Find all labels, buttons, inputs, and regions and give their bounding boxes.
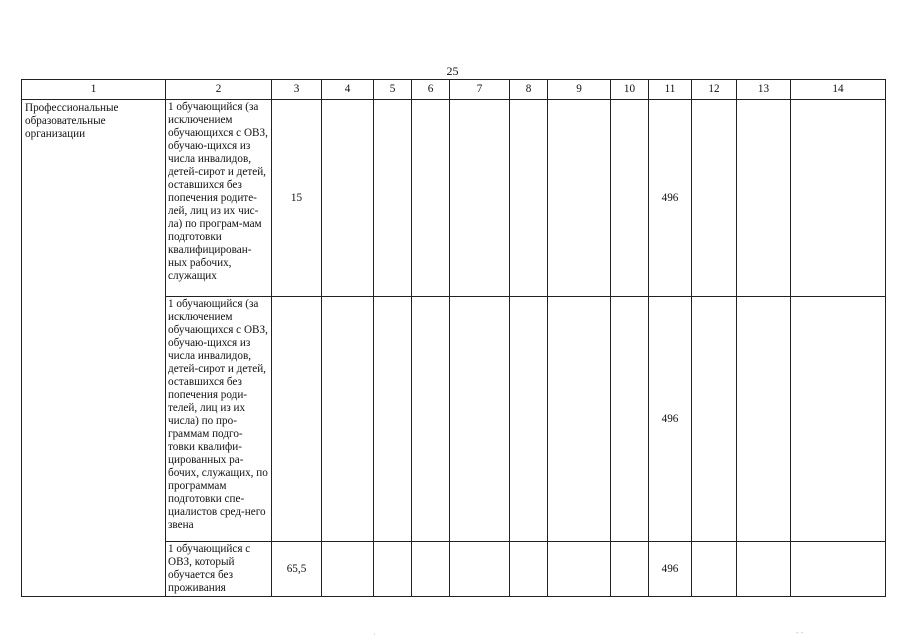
empty-cell xyxy=(450,542,510,597)
empty-cell xyxy=(548,297,611,542)
empty-cell xyxy=(548,542,611,597)
column-header: 12 xyxy=(692,80,737,100)
empty-cell xyxy=(374,542,412,597)
value-cell-col11: 496 xyxy=(649,542,692,597)
empty-cell xyxy=(510,297,548,542)
empty-cell xyxy=(737,542,791,597)
empty-cell xyxy=(737,297,791,542)
empty-cell xyxy=(322,100,374,297)
empty-cell xyxy=(510,100,548,297)
page-number: 25 xyxy=(446,64,459,78)
empty-cell xyxy=(692,100,737,297)
empty-cell xyxy=(412,297,450,542)
column-header: 6 xyxy=(412,80,450,100)
empty-cell xyxy=(322,297,374,542)
table-row xyxy=(22,100,886,297)
empty-cell xyxy=(412,542,450,597)
empty-cell xyxy=(611,297,649,542)
value-cell-col3 xyxy=(272,297,322,542)
column-header: 4 xyxy=(322,80,374,100)
empty-cell xyxy=(450,297,510,542)
column-header: 10 xyxy=(611,80,649,100)
empty-cell xyxy=(611,100,649,297)
empty-cell xyxy=(548,100,611,297)
empty-cell xyxy=(374,297,412,542)
description-cell: 1 обучающийся (за исключением обучающихся с ОВЗ, обучаю-щихся из числа инвалидов, детей-сирот и детей, оставшихся без попечения роди-телей, лиц из их числа) по про-граммам подго-товки квалифи-цированных ра-бочих, служащих, по программам подготовки спе-циалистов сред-него звена xyxy=(166,297,272,542)
column-header: 13 xyxy=(737,80,791,100)
column-header: 1 xyxy=(22,80,166,100)
empty-cell xyxy=(322,542,374,597)
description-cell: 1 обучающийся (за исключением обучающихся с ОВЗ, обучаю-щихся из числа инвалидов, детей-сирот и детей, оставшихся без попечения родите-лей, лиц из их чис-ла) по програм-мам подготовки квалифицирован-ных рабочих, служащих xyxy=(166,100,272,297)
empty-cell xyxy=(510,542,548,597)
data-table xyxy=(21,79,886,597)
header-row xyxy=(22,80,886,100)
column-header: 9 xyxy=(548,80,611,100)
empty-cell xyxy=(412,100,450,297)
empty-cell xyxy=(791,100,886,297)
column-header: 2 xyxy=(166,80,272,100)
empty-cell xyxy=(791,297,886,542)
column-header: 11 xyxy=(649,80,692,100)
empty-cell xyxy=(374,100,412,297)
scan-speck: ' xyxy=(374,632,376,641)
empty-cell xyxy=(450,100,510,297)
scan-speck: - - xyxy=(796,628,804,637)
empty-cell xyxy=(737,100,791,297)
empty-cell xyxy=(611,542,649,597)
column-header: 7 xyxy=(450,80,510,100)
organization-cell: Профессиональные образовательные организации xyxy=(22,100,166,597)
column-header: 5 xyxy=(374,80,412,100)
value-cell-col11: 496 xyxy=(649,100,692,297)
empty-cell xyxy=(791,542,886,597)
empty-cell xyxy=(692,297,737,542)
column-header: 3 xyxy=(272,80,322,100)
description-cell: 1 обучающийся с ОВЗ, который обучается без проживания xyxy=(166,542,272,597)
value-cell-col3: 65,5 xyxy=(272,542,322,597)
value-cell-col11: 496 xyxy=(649,297,692,542)
value-cell-col3: 15 xyxy=(272,100,322,297)
column-header: 14 xyxy=(791,80,886,100)
empty-cell xyxy=(692,542,737,597)
column-header: 8 xyxy=(510,80,548,100)
